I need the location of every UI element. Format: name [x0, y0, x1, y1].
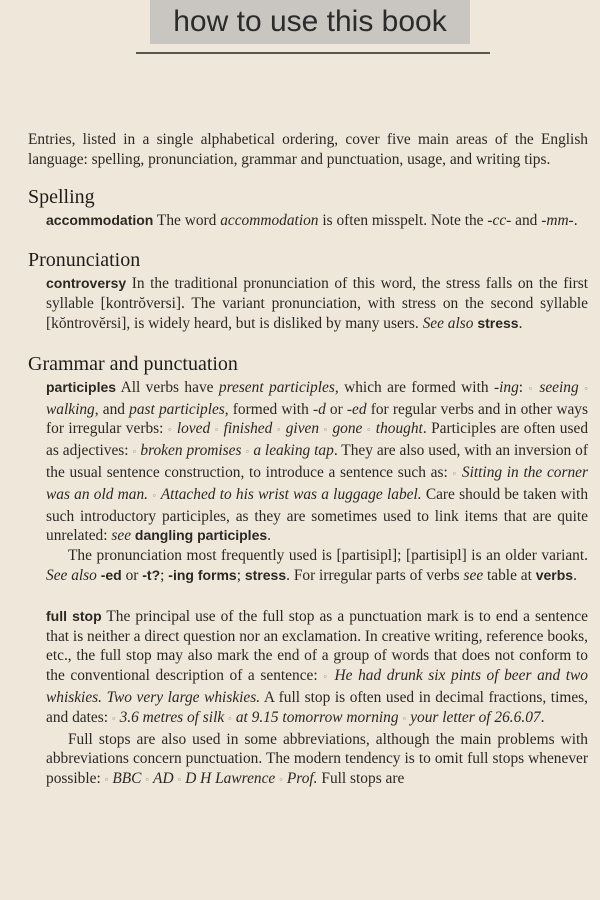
bullet-icon: ◦: [279, 774, 284, 787]
bullet-icon: ◦: [366, 424, 372, 437]
headword-accommodation: accommodation: [46, 211, 154, 228]
entry-text: .: [573, 566, 577, 584]
see-also-label: See also: [422, 314, 474, 332]
entry-text: , and: [94, 400, 130, 418]
entry-controversy: [28, 274, 588, 333]
entry-text: In the traditional pronunciation of this word, the stress falls on the first syllable [kontrŏversi]. The variant pronunciation, with stress on the second syllable [kŏntrovĕrsi], is widely heard, but is disliked by many users.: [46, 275, 588, 332]
bullet-icon: ◦: [323, 424, 329, 437]
example-text: Prof.: [286, 770, 318, 788]
bullet-icon: ◦: [132, 446, 137, 459]
page-body: [28, 130, 588, 791]
entry-text: .: [518, 314, 523, 332]
example-text: Attached to his wrist was a luggage label.: [160, 485, 422, 503]
bullet-icon: ◦: [145, 774, 150, 787]
entry-text: .: [267, 527, 272, 545]
see-also-label: See also: [46, 566, 97, 584]
cross-reference-dangling-participles: dangling participles: [134, 527, 268, 544]
entry-text: and: [511, 211, 542, 229]
example-text: -ing: [493, 378, 519, 396]
bullet-icon: ◦: [245, 446, 250, 459]
entry-accommodation: [28, 211, 588, 231]
cross-reference-ed: -ed: [100, 566, 122, 583]
example-text: loved: [176, 420, 211, 438]
heading-pronunciation: Pronunciation: [28, 249, 141, 272]
cross-reference-stress: stress: [244, 566, 287, 583]
entry-text: ;: [236, 566, 245, 584]
entry-text: The word: [153, 211, 221, 229]
cross-reference-t: -t?: [142, 566, 161, 583]
example-text: 3.6 metres of silk: [119, 708, 225, 726]
example-text: BBC: [112, 770, 142, 788]
entry-text: , which are formed with: [334, 378, 494, 396]
example-text: walking: [46, 400, 95, 418]
intro-paragraph: Entries, listed in a single alphabetical ordering, cover five main areas of the English language: spelling, pronunciation, grammar and punctuation, usage, and writing tips.: [28, 131, 588, 168]
bullet-icon: ◦: [177, 774, 182, 787]
entry-participles-continued: [28, 546, 588, 586]
entry-text: table at: [483, 566, 536, 584]
entry-text: The pronunciation most frequently used is [partisipl]; [partisipl] is an older variant.: [68, 547, 588, 565]
page-title: how to use this book: [173, 5, 447, 38]
entry-text: Full stops are: [317, 770, 405, 788]
example-text: -mm-: [541, 211, 574, 229]
headword-controversy: controversy: [46, 275, 127, 292]
headword-full-stop: full stop: [46, 607, 102, 624]
header-rule: [136, 52, 490, 54]
entry-text: The principal use of the full stop as a punctuation mark is to end a sentence that is neither a direct question nor an exclamation. In creative writing, reference books, etc., the full stop may also mark the end of a group of words that does not conform to the conventional description of a sentence:: [46, 607, 589, 685]
bullet-icon: ◦: [152, 489, 157, 502]
bullet-icon: ◦: [276, 424, 282, 437]
headword-participles: participles: [46, 378, 117, 395]
see-label: see: [463, 566, 484, 584]
example-text: -ed: [346, 400, 367, 418]
example-text: -d: [312, 400, 326, 418]
example-text: AD: [153, 770, 174, 788]
bullet-icon: ◦: [528, 382, 534, 395]
entry-text: A full stop is often used in decimal fractions, times, and dates:: [46, 688, 588, 726]
entry-text: :: [518, 378, 529, 396]
example-text: finished: [223, 420, 273, 438]
example-text: He had drunk six pints of beer and two whiskies. Two very large whiskies.: [46, 667, 588, 706]
bullet-icon: ◦: [323, 671, 329, 684]
bullet-icon: ◦: [111, 712, 116, 725]
example-text: D H Lawrence: [185, 770, 276, 788]
bullet-icon: ◦: [452, 467, 458, 480]
bullet-icon: ◦: [214, 424, 220, 437]
entry-text: Full stops are also used in some abbreviations, although the main problems with abbreviations concern punctuation. The modern tendency is to omit full stops whenever possible:: [46, 730, 588, 788]
entry-participles: [28, 378, 588, 546]
entry-text: . For irregular parts of verbs: [286, 566, 464, 584]
entry-text: or: [325, 400, 347, 418]
example-text: broken promises: [140, 442, 242, 460]
heading-spelling: Spelling: [28, 185, 95, 208]
section-header: [150, 0, 470, 44]
entry-text: .: [573, 211, 578, 229]
bullet-icon: ◦: [104, 774, 109, 787]
example-text: present participles: [218, 378, 335, 396]
example-text: thought: [375, 420, 423, 438]
example-text: a leaking tap: [253, 442, 334, 460]
entry-text: or: [121, 566, 143, 584]
bullet-icon: ◦: [584, 382, 588, 395]
example-text: Sitting in the corner was an old man.: [46, 463, 588, 503]
example-text: accommodation: [220, 211, 319, 229]
see-label: see: [111, 527, 132, 545]
entry-text: is often misspelt. Note the: [318, 211, 488, 229]
entry-text: , formed with: [224, 400, 313, 418]
heading-grammar-punctuation: Grammar and punctuation: [28, 352, 238, 375]
cross-reference-verbs: verbs: [535, 566, 574, 583]
cross-reference-ing-forms: -ing forms: [168, 566, 237, 583]
entry-full-stop-continued: [28, 730, 588, 791]
example-text: given: [285, 420, 320, 438]
bullet-icon: ◦: [402, 712, 407, 725]
entry-text: for regular verbs and in other ways for irregular verbs:: [46, 400, 588, 438]
entry-text: . Participles are often used as adjectives:: [46, 420, 589, 460]
example-text: at 9.15 tomorrow morning: [235, 708, 399, 726]
entry-text: All verbs have: [116, 378, 219, 396]
example-text: -cc-: [487, 211, 512, 229]
example-text: your letter of 26.6.07: [410, 708, 541, 726]
example-text: seeing: [539, 378, 579, 396]
entry-full-stop: [28, 607, 588, 730]
entry-text: ;: [160, 566, 169, 584]
bullet-icon: ◦: [167, 424, 173, 437]
entry-text: . They are also used, with an inversion of the usual sentence construction, to introduce a sentence such as:: [46, 442, 588, 481]
example-text: gone: [332, 420, 363, 438]
bullet-icon: ◦: [228, 712, 232, 725]
example-text: past participles: [129, 400, 225, 418]
entry-text: Care should be taken with such introductory participles, as they are sometimes used to link items that are quite unrelated:: [46, 485, 589, 545]
cross-reference-stress: stress: [477, 314, 519, 331]
entry-text: .: [540, 708, 545, 726]
